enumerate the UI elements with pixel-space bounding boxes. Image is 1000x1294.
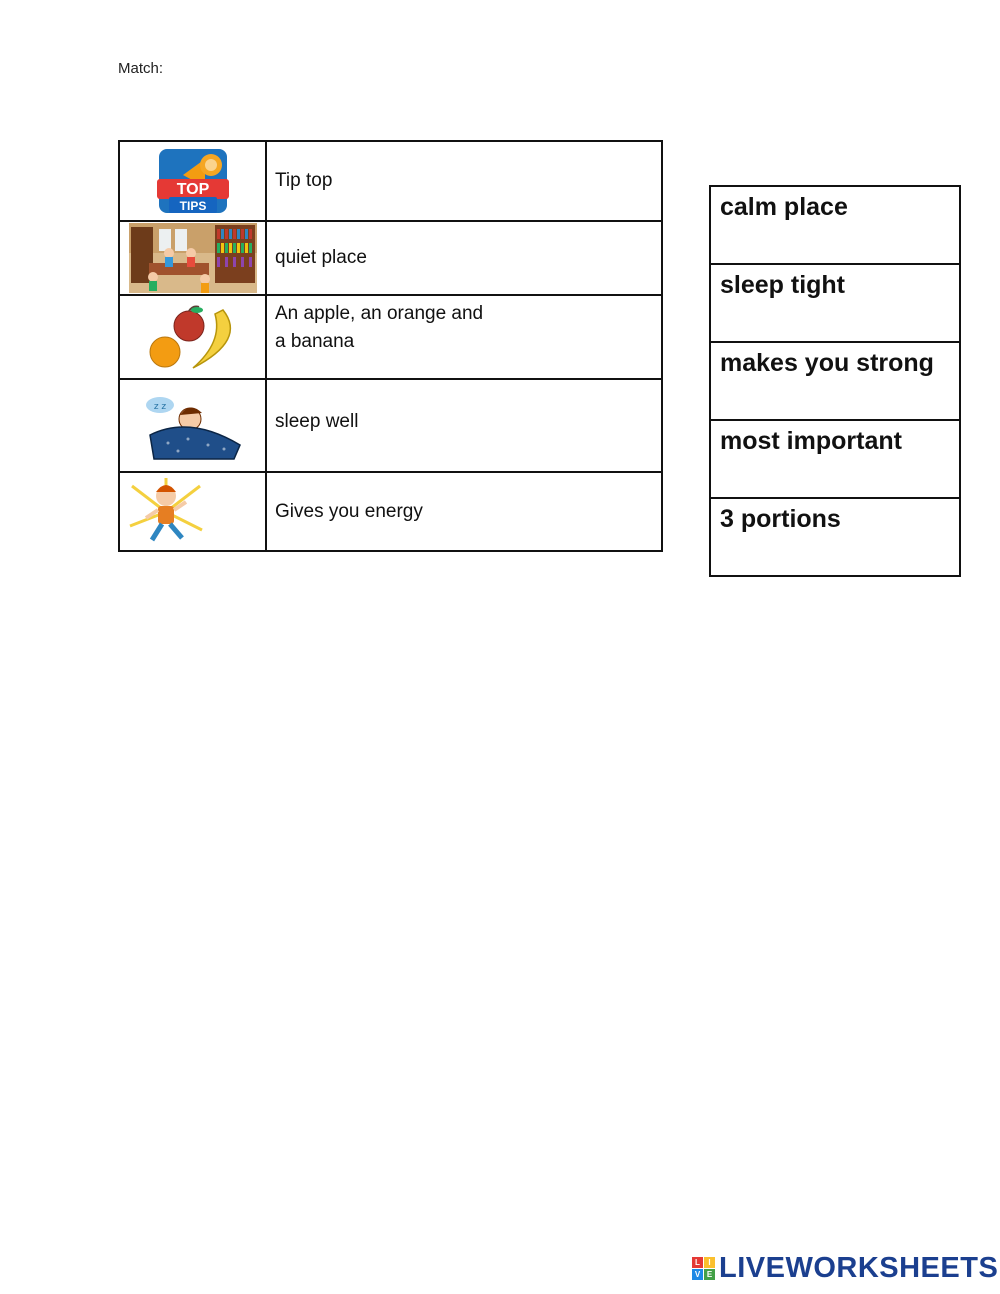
- table-row: [710, 498, 960, 576]
- answer-option[interactable]: 3 portions: [710, 498, 960, 576]
- svg-text:z z: z z: [153, 401, 166, 412]
- badge-letter: L: [692, 1257, 703, 1268]
- picture-cell: [119, 221, 266, 295]
- energetic-boy-image: [128, 476, 204, 548]
- picture-cell: [119, 379, 266, 472]
- picture-cell: [119, 141, 266, 221]
- prompt-text: Tip top: [266, 141, 662, 221]
- table-row: [119, 379, 662, 472]
- table-row: [710, 342, 960, 420]
- top-tips-megaphone-image: [153, 145, 233, 217]
- answer-option[interactable]: makes you strong: [710, 342, 960, 420]
- table-row: [119, 295, 662, 379]
- picture-cell: [119, 295, 266, 379]
- prompt-text: sleep well: [266, 379, 662, 472]
- sleeping-boy-image: [138, 395, 248, 461]
- prompt-table: [118, 140, 663, 552]
- table-row: [710, 186, 960, 264]
- table-row: [119, 472, 662, 551]
- badge-letter: I: [704, 1257, 715, 1268]
- instruction-label: Match:: [118, 60, 164, 77]
- answer-option[interactable]: sleep tight: [710, 264, 960, 342]
- fruit-image: [143, 302, 243, 372]
- live-badge-icon: [692, 1257, 715, 1280]
- answer-option[interactable]: most important: [710, 420, 960, 498]
- tips-text: TIPS: [179, 199, 206, 213]
- answer-option[interactable]: calm place: [710, 186, 960, 264]
- table-row: [710, 420, 960, 498]
- prompt-text: An apple, an orange and a banana: [266, 295, 662, 379]
- logo-text: LIVEWORKSHEETS: [719, 1252, 999, 1284]
- answer-options-table: [709, 185, 961, 577]
- liveworksheets-logo: [692, 1252, 998, 1285]
- prompt-text: quiet place: [266, 221, 662, 295]
- table-row: [119, 141, 662, 221]
- badge-letter: V: [692, 1269, 703, 1280]
- picture-cell: [119, 472, 266, 551]
- prompt-text: Gives you energy: [266, 472, 662, 551]
- table-row: [119, 221, 662, 295]
- badge-letter: E: [704, 1269, 715, 1280]
- top-text: TOP: [176, 181, 209, 198]
- table-row: [710, 264, 960, 342]
- library-room-image: [129, 223, 257, 293]
